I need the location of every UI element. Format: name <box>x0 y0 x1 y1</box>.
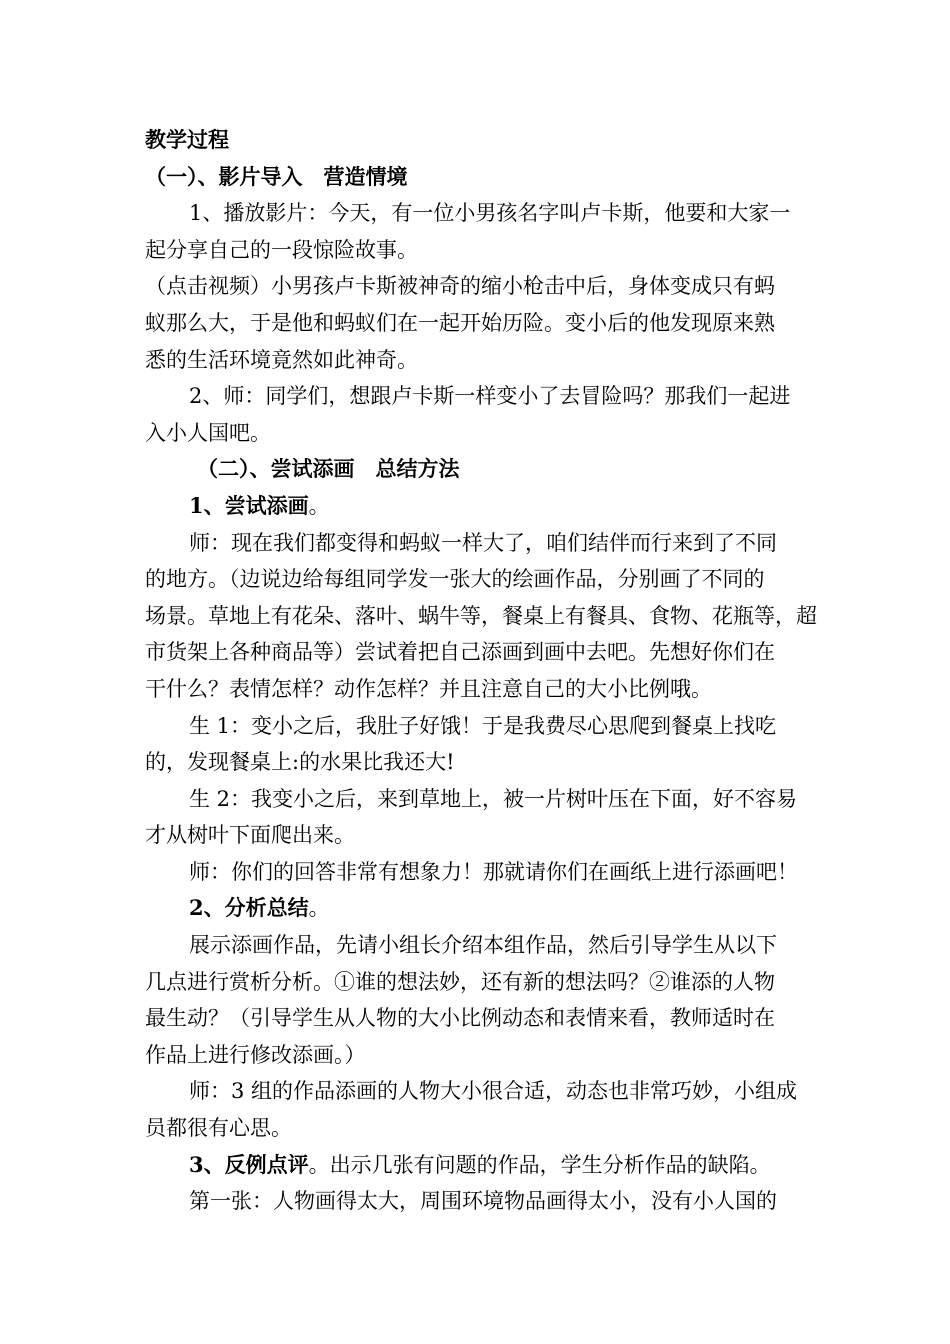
paragraph-line: 几点进行赏析分析。①谁的想法妙，还有新的想法吗？②谁添的人物 <box>145 969 775 994</box>
paragraph-line: （点击视频）小男孩卢卡斯被神奇的缩小枪击中后，身体变成只有蚂 <box>145 274 775 299</box>
step-label: 1、尝试添画 <box>189 492 309 518</box>
paragraph-line: 生 1：变小之后，我肚子好饿！于是我费尽心思爬到餐桌上找吃 <box>189 713 777 738</box>
paragraph-line: 蚁那么大，于是他和蚂蚁们在一起开始历险。变小后的他发现原来熟 <box>145 310 775 335</box>
paragraph-line: 最生动？（引导学生从人物的大小比例动态和表情来看，教师适时在 <box>145 1006 775 1031</box>
paragraph-line: 师：现在我们都变得和蚂蚁一样大了，咱们结伴而行来到了不同 <box>189 530 777 555</box>
paragraph-line: 的，发现餐桌上:的水果比我还大! <box>145 750 455 775</box>
paragraph-line: 第一张：人物画得太大，周围环境物品画得太小，没有小人国的 <box>189 1189 777 1214</box>
section-heading-2: （二）、尝试添画 总结方法 <box>197 456 460 482</box>
step-heading-3 <box>145 1147 810 1184</box>
document-title: 教学过程 <box>145 127 229 152</box>
paragraph-line: 入小人国吧。 <box>145 420 271 445</box>
step-label: 3、反例点评 <box>189 1151 309 1177</box>
step-suffix: 。 <box>308 493 330 518</box>
document-body <box>145 122 817 1220</box>
paragraph-line: 才从树叶下面爬出来。 <box>145 823 355 848</box>
paragraph-line: 员都很有心思。 <box>145 1116 292 1141</box>
step-heading-1 <box>145 488 810 525</box>
step-suffix: 。 <box>308 896 330 921</box>
paragraph-line: 生 2：我变小之后，来到草地上，被一片树叶压在下面，好不容易 <box>189 786 798 811</box>
step-heading-2 <box>145 890 810 927</box>
paragraph-line: 1、播放影片：今天，有一位小男孩名字叫卢卡斯，他要和大家一 <box>189 201 791 226</box>
paragraph-line: 市货架上各种商品等）尝试着把自己添画到画中去吧。先想好你们在 <box>145 640 775 665</box>
paragraph-line: 起分享自己的一段惊险故事。 <box>145 237 418 262</box>
paragraph-line: 干什么？表情怎样？动作怎样？并且注意自己的大小比例哦。 <box>145 676 712 701</box>
paragraph-line: 作品上进行修改添画。） <box>145 1042 366 1067</box>
paragraph-line: 展示添画作品，先请小组长介绍本组作品，然后引导学生从以下 <box>189 933 777 958</box>
step-suffix: 。出示几张有问题的作品，学生分析作品的缺陷。 <box>308 1152 771 1177</box>
paragraph-line: 悉的生活环境竟然如此神奇。 <box>145 347 418 372</box>
section-heading-1: （一）、影片导入 营造情境 <box>145 163 408 189</box>
step-label: 2、分析总结 <box>189 895 309 921</box>
paragraph-line: 场景。草地上有花朵、落叶、蜗牛等，餐桌上有餐具、食物、花瓶等，超 <box>145 603 817 628</box>
paragraph-line: 的地方。（边说边给每组同学发一张大的绘画作品，分别画了不同的 <box>145 567 765 592</box>
paragraph-line: 师：你们的回答非常有想象力！那就请你们在画纸上进行添画吧！ <box>189 859 798 884</box>
paragraph-line: 师：3 组的作品添画的人物大小很合适，动态也非常巧妙，小组成 <box>189 1079 798 1104</box>
paragraph-line: 2、师：同学们，想跟卢卡斯一样变小了去冒险吗？那我们一起进 <box>189 384 791 409</box>
